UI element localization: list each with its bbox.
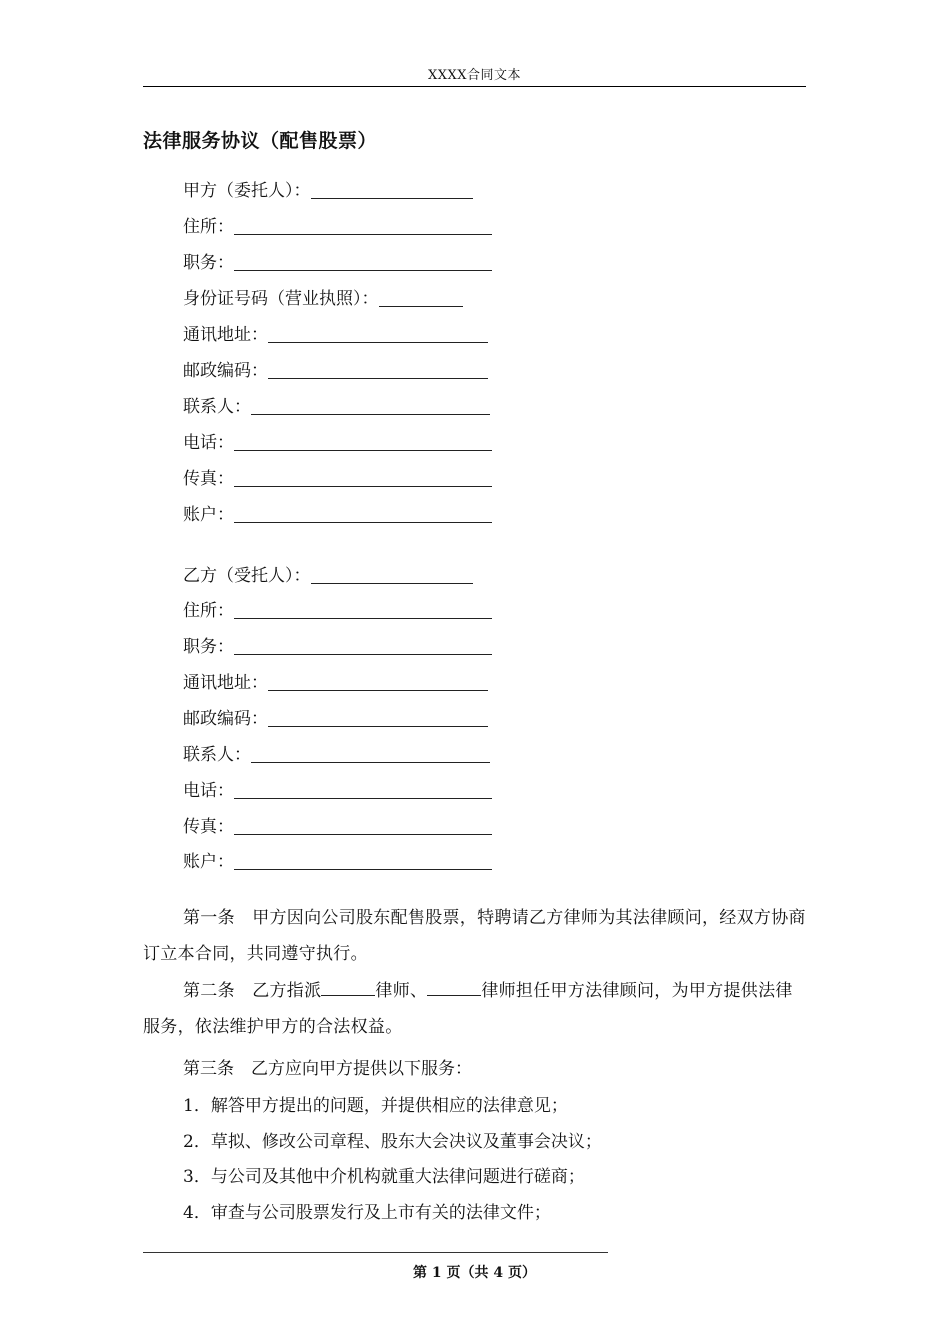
party-b-contact-field bbox=[183, 740, 490, 766]
fill-in-blank bbox=[311, 582, 473, 584]
service-item bbox=[143, 1162, 806, 1187]
fill-in-blank bbox=[251, 413, 490, 415]
field-label: 传真： bbox=[183, 469, 234, 489]
party-b-position-field bbox=[183, 632, 492, 658]
field-label: 住所： bbox=[183, 217, 234, 237]
field-label: 账户： bbox=[183, 852, 234, 872]
fill-in-blank bbox=[234, 868, 492, 870]
fill-in-blank bbox=[234, 617, 492, 619]
page-number: 第 1 页（共 4 页） bbox=[413, 1265, 536, 1281]
field-label: 职务： bbox=[183, 253, 234, 273]
field-label: 职务： bbox=[183, 637, 234, 657]
field-label: 甲方（委托人）： bbox=[183, 181, 311, 201]
article-2-text-start: 第二条 乙方指派 bbox=[183, 981, 322, 1001]
field-label: 账户： bbox=[183, 505, 234, 525]
party-a-id-field bbox=[183, 284, 463, 310]
fill-in-blank bbox=[234, 521, 492, 523]
party-a-fax-field bbox=[183, 464, 492, 490]
article-3 bbox=[143, 1054, 806, 1079]
field-label: 电话： bbox=[183, 781, 234, 801]
service-item bbox=[143, 1127, 806, 1152]
fill-in-blank bbox=[234, 269, 492, 271]
article-1 bbox=[143, 900, 806, 972]
field-label: 通讯地址： bbox=[183, 673, 268, 693]
fill-in-blank bbox=[234, 653, 492, 655]
fill-in-blank bbox=[234, 485, 492, 487]
footer-divider bbox=[143, 1252, 608, 1253]
fill-in-blank bbox=[251, 761, 490, 763]
fill-in-blank bbox=[379, 305, 463, 307]
fill-in-blank bbox=[268, 341, 488, 343]
party-a-phone-field bbox=[183, 428, 492, 454]
lawyer-name-blank bbox=[427, 978, 481, 996]
article-3-text: 第三条 乙方应向甲方提供以下服务： bbox=[183, 1059, 472, 1079]
fill-in-blank bbox=[234, 233, 492, 235]
party-a-account-field bbox=[183, 500, 492, 526]
fill-in-blank bbox=[268, 377, 488, 379]
article-2 bbox=[143, 973, 806, 1045]
article-2-text-middle: 律师、 bbox=[375, 981, 428, 1001]
field-label: 身份证号码（营业执照）： bbox=[183, 289, 379, 309]
article-2-text-end: 律师担任甲方法律顾问，为甲方提供法律服务，依法维护甲方的合法权益。 bbox=[143, 981, 793, 1037]
party-a-position-field bbox=[183, 248, 492, 274]
field-label: 通讯地址： bbox=[183, 325, 268, 345]
lawyer-name-blank bbox=[321, 978, 375, 996]
party-b-postcode-field bbox=[183, 704, 488, 730]
field-label: 住所： bbox=[183, 601, 234, 621]
field-label: 联系人： bbox=[183, 745, 251, 765]
service-item-text: 1．解答甲方提出的问题，并提供相应的法律意见； bbox=[183, 1096, 568, 1116]
party-b-address-field bbox=[183, 596, 492, 622]
party-a-mailing-address-field bbox=[183, 320, 488, 346]
fill-in-blank bbox=[234, 833, 492, 835]
header-divider bbox=[143, 86, 806, 87]
fill-in-blank bbox=[234, 797, 492, 799]
party-b-field bbox=[183, 561, 473, 587]
party-b-phone-field bbox=[183, 776, 492, 802]
field-label: 联系人： bbox=[183, 397, 251, 417]
document-title: 法律服务协议（配售股票） bbox=[143, 130, 378, 152]
party-b-fax-field bbox=[183, 812, 492, 838]
party-a-postcode-field bbox=[183, 356, 488, 382]
fill-in-blank bbox=[311, 197, 473, 199]
field-label: 乙方（受托人）： bbox=[183, 566, 311, 586]
service-item-text: 3．与公司及其他中介机构就重大法律问题进行磋商； bbox=[183, 1167, 585, 1187]
field-label: 邮政编码： bbox=[183, 709, 268, 729]
article-1-text: 第一条 甲方因向公司股东配售股票，特聘请乙方律师为其法律顾问，经双方协商订立本合同，共同遵守执行。 bbox=[143, 908, 806, 964]
field-label: 电话： bbox=[183, 433, 234, 453]
fill-in-blank bbox=[268, 725, 488, 727]
fill-in-blank bbox=[268, 689, 488, 691]
page-header: XXXX合同文本 bbox=[427, 68, 522, 83]
field-label: 邮政编码： bbox=[183, 361, 268, 381]
service-item-text: 2．草拟、修改公司章程、股东大会决议及董事会决议； bbox=[183, 1132, 602, 1152]
party-a-field bbox=[183, 176, 473, 202]
party-a-address-field bbox=[183, 212, 492, 238]
party-b-mailing-address-field bbox=[183, 668, 488, 694]
field-label: 传真： bbox=[183, 817, 234, 837]
party-a-contact-field bbox=[183, 392, 490, 418]
fill-in-blank bbox=[234, 449, 492, 451]
party-b-account-field bbox=[183, 847, 492, 873]
service-item-text: 4．审查与公司股票发行及上市有关的法律文件； bbox=[183, 1203, 551, 1223]
service-item bbox=[143, 1091, 806, 1116]
service-item bbox=[143, 1198, 806, 1223]
